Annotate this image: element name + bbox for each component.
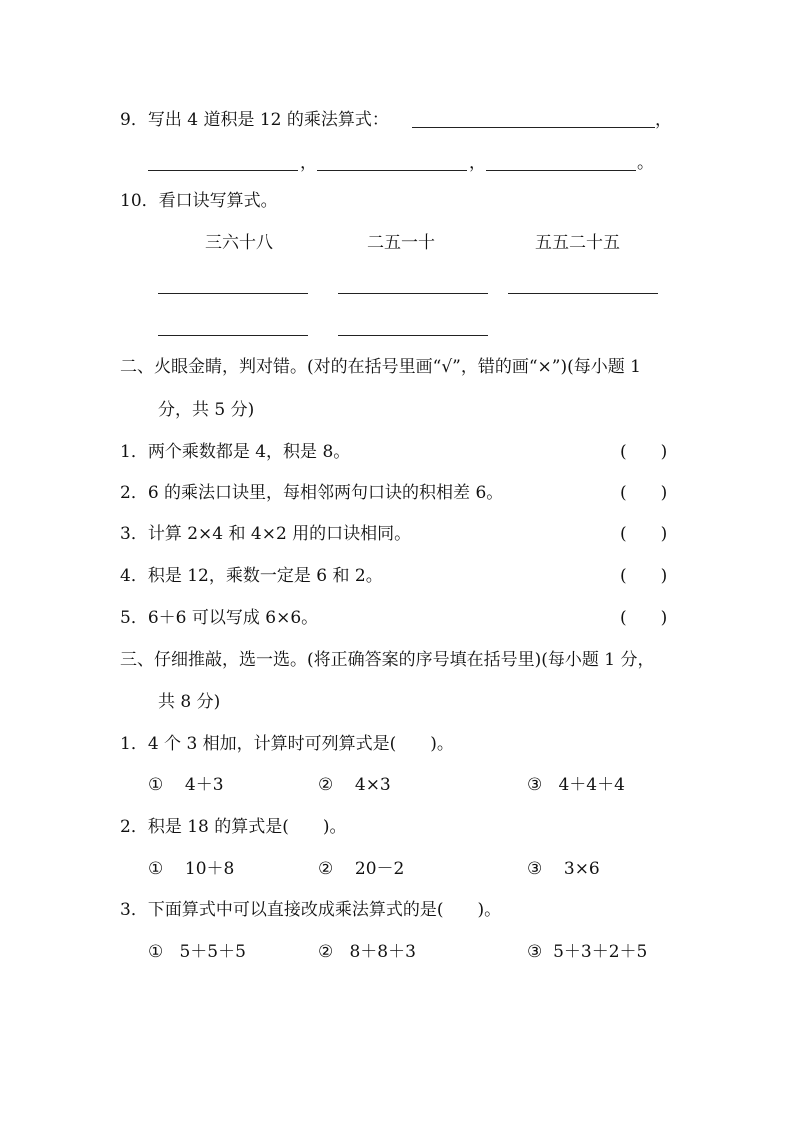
option-value: 5＋5＋5 — [179, 942, 246, 962]
section2-title-line1: 二、火眼金睛，判对错。(对的在括号里画“√”，错的画“×”)(每小题 1 — [120, 357, 641, 377]
section2-title-line2: 分，共 5 分) — [158, 400, 255, 420]
q10-answer-blank-4[interactable] — [158, 335, 308, 336]
q9-answer-blank-2[interactable] — [148, 170, 298, 171]
s3q3-option-2[interactable] — [318, 940, 416, 964]
section2-answer-paren-3[interactable]: ( ) — [620, 524, 668, 544]
option-value: 4＋3 — [184, 775, 224, 795]
section2-item-2: 2．6 的乘法口诀里，每相邻两句口诀的积相差 6。 — [120, 483, 504, 503]
q9-answer-blank-4[interactable] — [486, 170, 636, 171]
section2-item-3: 3．计算 2×4 和 4×2 用的口诀相同。 — [120, 524, 412, 544]
s3q1-option-2[interactable] — [318, 773, 391, 797]
option-value: 3×6 — [563, 859, 600, 879]
q10-rhyme-2: 二五一十 — [367, 233, 435, 253]
option-value: 4×3 — [354, 775, 391, 795]
q9-text: 9．写出 4 道积是 12 的乘法算式： — [120, 110, 389, 130]
option-number: ① — [148, 775, 164, 795]
section3-title-line2: 共 8 分) — [158, 692, 221, 712]
option-value: 4＋4＋4 — [558, 775, 625, 795]
option-value: 8＋8＋3 — [349, 942, 416, 962]
q9-answer-blank-3[interactable] — [317, 170, 467, 171]
option-number: ③ — [527, 942, 543, 962]
option-value: 20－2 — [354, 859, 405, 879]
q10-rhyme-1: 三六十八 — [205, 233, 273, 253]
q9-comma-3: ， — [469, 153, 486, 173]
q9-comma-2: ， — [300, 153, 317, 173]
q10-answer-blank-5[interactable] — [338, 335, 488, 336]
option-value: 5＋3＋2＋5 — [553, 942, 648, 962]
option-number: ② — [318, 775, 334, 795]
section3-question-1: 1．4 个 3 相加，计算时可列算式是( )。 — [120, 734, 454, 754]
section2-item-1: 1．两个乘数都是 4，积是 8。 — [120, 442, 351, 462]
q10-answer-blank-1[interactable] — [158, 293, 308, 294]
s3q2-option-3[interactable] — [527, 857, 600, 881]
section2-answer-paren-5[interactable]: ( ) — [620, 608, 668, 628]
section3-question-2: 2．积是 18 的算式是( )。 — [120, 817, 347, 837]
option-value: 10＋8 — [184, 859, 235, 879]
option-number: ① — [148, 942, 164, 962]
option-number: ② — [318, 859, 334, 879]
section2-item-5: 5．6＋6 可以写成 6×6。 — [120, 608, 319, 628]
q10-text: 10．看口诀写算式。 — [120, 191, 278, 211]
s3q1-option-3[interactable] — [527, 773, 625, 797]
q10-answer-blank-3[interactable] — [508, 293, 658, 294]
q10-answer-blank-2[interactable] — [338, 293, 488, 294]
s3q1-option-1[interactable] — [148, 773, 224, 797]
section2-answer-paren-1[interactable]: ( ) — [620, 442, 668, 462]
q9-answer-blank-1[interactable] — [412, 127, 655, 128]
option-number: ① — [148, 859, 164, 879]
s3q3-option-3[interactable] — [527, 940, 647, 964]
section2-answer-paren-4[interactable]: ( ) — [620, 566, 668, 586]
option-number: ② — [318, 942, 334, 962]
q9-period: 。 — [637, 153, 654, 173]
q9-comma-1: ， — [655, 110, 672, 130]
q10-rhyme-3: 五五二十五 — [535, 233, 620, 253]
s3q2-option-2[interactable] — [318, 857, 404, 881]
option-number: ③ — [527, 859, 543, 879]
section2-answer-paren-2[interactable]: ( ) — [620, 483, 668, 503]
option-number: ③ — [527, 775, 543, 795]
section3-question-3: 3．下面算式中可以直接改成乘法算式的是( )。 — [120, 900, 502, 920]
s3q2-option-1[interactable] — [148, 857, 234, 881]
section3-title-line1: 三、仔细推敲，选一选。(将正确答案的序号填在括号里)(每小题 1 分， — [120, 650, 655, 670]
s3q3-option-1[interactable] — [148, 940, 246, 964]
section2-item-4: 4．积是 12，乘数一定是 6 和 2。 — [120, 566, 383, 586]
